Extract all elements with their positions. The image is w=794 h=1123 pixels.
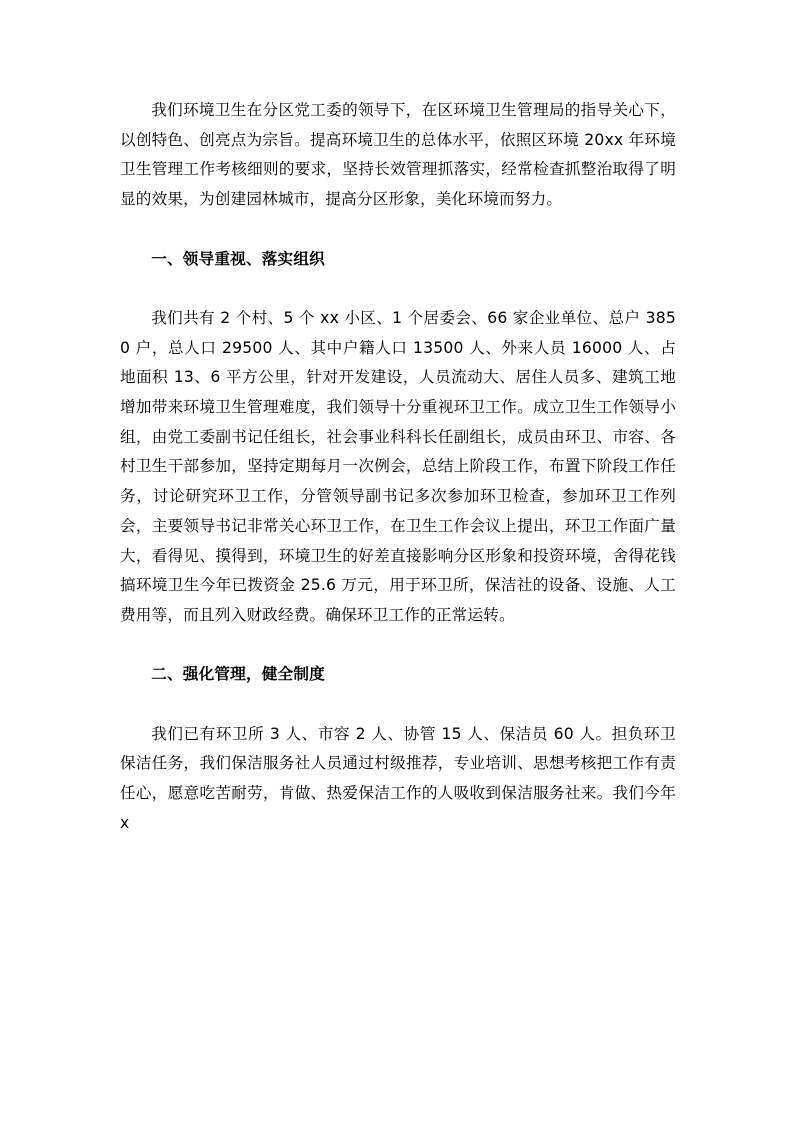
- section-1-paragraph: 我们共有 2 个村、5 个 xx 小区、1 个居委会、66 家企业单位、总户 3850 户，总人口 29500 人、其中户籍人口 13500 人、外来人员 16000 人、占地面积 13、6 平方公里，针对开发建设，人员流动大、居住人员多、建筑工地增加带来环境卫生管理难度，我们领导十分重视环卫工作。成立卫生工作领导小组，由党工委副书记任组长，社会事业科科长任副组长，成员由环卫、市容、各村卫生干部参加，坚持定期每月一次例会，总结上阶段工作，布置下阶段工作任务，讨论研究环卫工作，分管领导副书记多次参加环卫检查，参加环卫工作列会，主要领导书记非常关心环卫工作，在卫生工作会议上提出，环卫工作面广量大，看得见、摸得到，环境卫生的好差直接影响分区形象和投资环境，舍得花钱搞环境卫生今年已拨资金 25.6 万元，用于环卫所，保洁社的设备、设施、人工费用等，而且列入财政经费。确保环卫工作的正常运转。: [120, 308, 676, 624]
- spacer: [120, 631, 676, 661]
- intro-paragraph: 我们环境卫生在分区党工委的领导下，在区环境卫生管理局的指导关心下，以创特色、创亮点为宗旨。提高环境卫生的总体水平，依照区环境 20xx 年环境卫生管理工作考核细则的要求，坚持长效管理抓落实，经常检查抓整治取得了明显的效果，为创建园林城市，提高分区形象，美化环境而努力。: [120, 101, 676, 209]
- section-2-heading: 二、强化管理，健全制度: [151, 665, 325, 684]
- spacer: [120, 215, 676, 245]
- spacer: [120, 690, 676, 720]
- section-1-heading: 一、领导重视、落实组织: [151, 249, 325, 268]
- document-page: [120, 96, 676, 839]
- section-2-paragraph: 我们已有环卫所 3 人、市容 2 人、协管 15 人、保洁员 60 人。担负环卫保洁任务，我们保洁服务社人员通过村级推荐，专业培训、思想考核把工作有责任心，愿意吃苦耐劳，肯做、热爱保洁工作的人吸收到保洁服务社来。我们今年 x: [120, 724, 676, 832]
- spacer: [120, 274, 676, 304]
